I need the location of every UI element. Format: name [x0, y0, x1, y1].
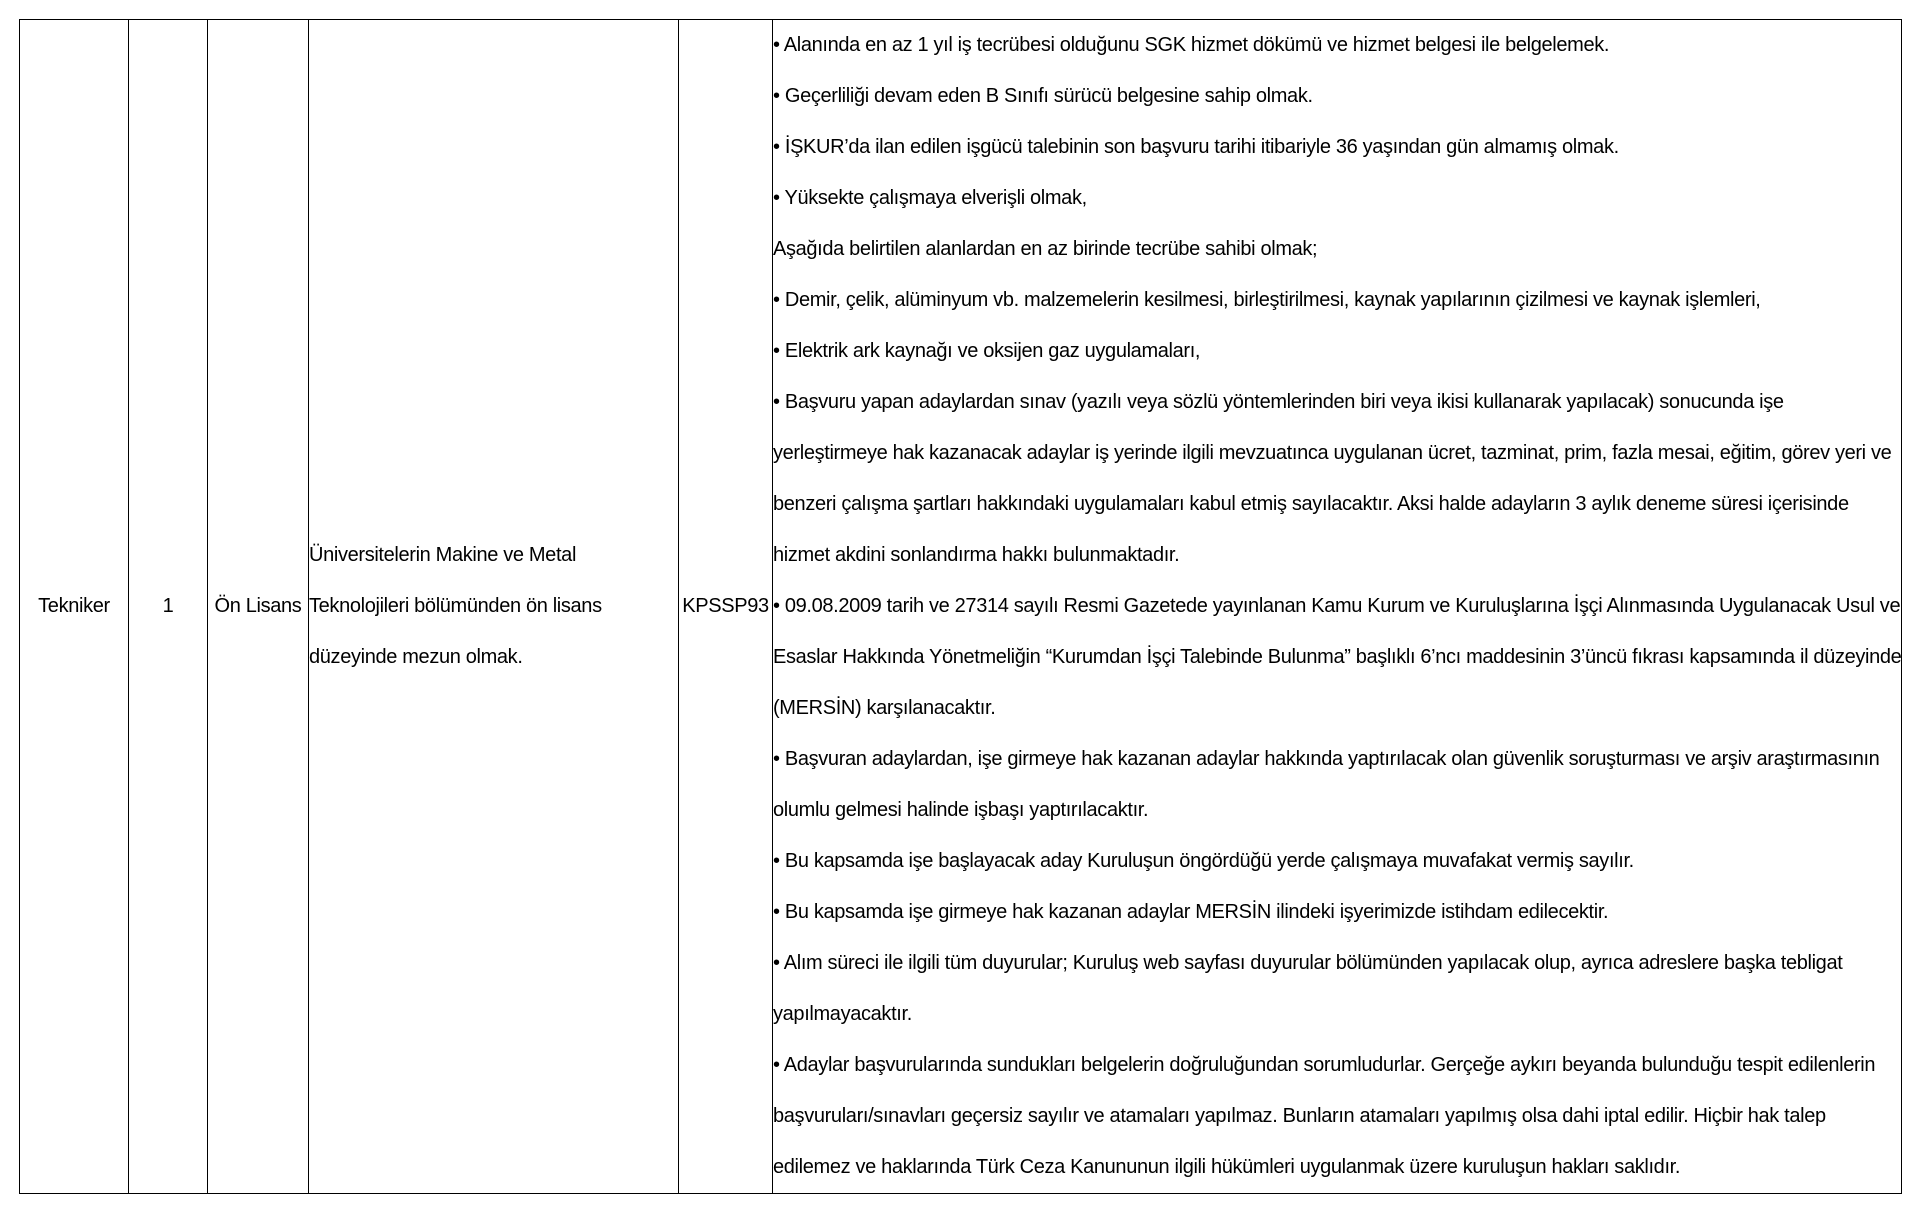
requirement-line: (MERSİN) karşılanacaktır. — [773, 697, 996, 719]
position-cell: Tekniker — [20, 20, 129, 1194]
department-line: Teknolojileri bölümünden ön lisans — [309, 595, 602, 617]
requirement-line: • Adaylar başvurularında sundukları belgelerin doğruluğundan sorumludurlar. Gerçeğe aykırı beyanda bulunduğu tespit edilenlerin — [773, 1054, 1876, 1076]
requirement-line: • Yüksekte çalışmaya elverişli olmak, — [773, 187, 1087, 209]
department-cell — [309, 20, 679, 1194]
department-line: düzeyinde mezun olmak. — [309, 646, 523, 668]
requirement-line: yapılmayacaktır. — [773, 1003, 912, 1025]
requirement-line: • Demir, çelik, alüminyum vb. malzemelerin kesilmesi, birleştirilmesi, kaynak yapılarının çizilmesi ve kaynak işlemleri, — [773, 289, 1761, 311]
table-row — [20, 20, 1902, 1194]
requirements-cell — [773, 20, 1902, 1194]
requirement-line: hizmet akdini sonlandırma hakkı bulunmaktadır. — [773, 544, 1180, 566]
requirement-line: • Geçerliliği devam eden B Sınıfı sürücü belgesine sahip olmak. — [773, 85, 1313, 107]
requirement-line: • Başvuru yapan adaylardan sınav (yazılı veya sözlü yöntemlerinden biri veya ikisi kullanarak yapılacak) sonucunda işe — [773, 391, 1784, 413]
requirement-line: edilemez ve haklarında Türk Ceza Kanununun ilgili hükümleri uygulanmak üzere kuruluşun hakları saklıdır. — [773, 1156, 1681, 1178]
exam-cell: KPSSP93 — [679, 20, 773, 1194]
count-cell: 1 — [129, 20, 208, 1194]
requirement-line: başvuruları/sınavları geçersiz sayılır ve atamaları yapılmaz. Bunların atamaları yapılmış olsa dahi iptal edilir. Hiçbir hak talep — [773, 1105, 1826, 1127]
requirement-line: yerleştirmeye hak kazanacak adaylar iş yerinde ilgili mevzuatınca uygulanan ücret, tazminat, prim, fazla mesai, eğitim, görev yeri ve — [773, 442, 1892, 464]
requirement-line: • Bu kapsamda işe başlayacak aday Kuruluşun öngördüğü yerde çalışmaya muvafakat vermiş sayılır. — [773, 850, 1634, 872]
requirement-line: benzeri çalışma şartları hakkındaki uygulamaları kabul etmiş sayılacaktır. Aksi halde adayların 3 aylık deneme süresi içerisinde — [773, 493, 1849, 515]
requirement-line: • Bu kapsamda işe girmeye hak kazanan adaylar MERSİN ilindeki işyerimizde istihdam edilecektir. — [773, 901, 1609, 923]
requirement-line: • Elektrik ark kaynağı ve oksijen gaz uygulamaları, — [773, 340, 1201, 362]
department-line: Üniversitelerin Makine ve Metal — [309, 544, 577, 566]
requirement-line: • İŞKUR’da ilan edilen işgücü talebinin son başvuru tarihi itibariyle 36 yaşından gün almamış olmak. — [773, 136, 1619, 158]
requirement-line: olumlu gelmesi halinde işbaşı yaptırılacaktır. — [773, 799, 1149, 821]
job-listing-table — [19, 19, 1902, 1194]
requirement-line: Esaslar Hakkında Yönetmeliğin “Kurumdan İşçi Talebinde Bulunma” başlıklı 6’ncı maddesinin 3’üncü fıkrası kapsamında il düzeyinde — [773, 646, 1902, 668]
requirement-line: • Alım süreci ile ilgili tüm duyurular; Kuruluş web sayfası duyurular bölümünden yapılacak olup, ayrıca adreslere başka tebligat — [773, 952, 1843, 974]
requirement-line: • Alanında en az 1 yıl iş tecrübesi olduğunu SGK hizmet dökümü ve hizmet belgesi ile belgelemek. — [773, 34, 1610, 56]
requirement-line: • Başvuran adaylardan, işe girmeye hak kazanan adaylar hakkında yaptırılacak olan güvenlik soruşturması ve arşiv araştırmasının — [773, 748, 1880, 770]
requirement-line: • 09.08.2009 tarih ve 27314 sayılı Resmi Gazetede yayınlanan Kamu Kurum ve Kuruluşlarına İşçi Alınmasında Uygulanacak Usul ve — [773, 595, 1901, 617]
requirement-line: Aşağıda belirtilen alanlardan en az birinde tecrübe sahibi olmak; — [773, 238, 1318, 260]
education-cell: Ön Lisans — [208, 20, 309, 1194]
